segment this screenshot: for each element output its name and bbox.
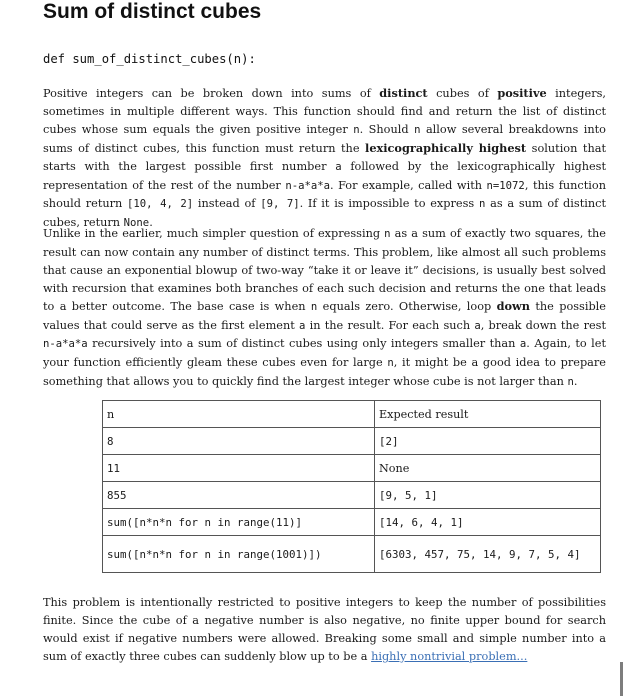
table-row <box>103 482 601 509</box>
cell-expected: None <box>375 455 601 482</box>
text-run: equals zero. Otherwise, loop <box>317 299 497 313</box>
cell-n: 8 <box>103 428 375 455</box>
text-run: integers, sometimes in multiple different ways. This function should find and return the list of distinct cubes whose sum equals the given positive integer <box>43 87 606 136</box>
code-text: [10, 4, 2] <box>127 198 194 211</box>
cell-expected: [2] <box>375 428 601 455</box>
code-text: None <box>123 217 150 230</box>
expected-results-table <box>102 400 601 573</box>
header-expected-result: Expected result <box>375 401 601 428</box>
text-run: , break down the rest <box>480 318 606 332</box>
paragraph-intro <box>43 85 606 233</box>
function-signature: def sum_of_distinct_cubes(n): <box>43 52 256 66</box>
code-text: a <box>335 160 342 173</box>
table-header-row <box>103 401 601 428</box>
code-text: [9, 7] <box>260 198 300 211</box>
code-text: n-a*a*a <box>43 338 88 351</box>
text-run: , this function should return <box>43 178 606 211</box>
code-text: n <box>384 228 391 240</box>
text-run: recursively into a sum of distinct cubes using only integers smaller than <box>87 337 520 351</box>
code-text: n <box>414 123 421 136</box>
page-title: Sum of distinct cubes <box>43 0 262 23</box>
text-run: instead of <box>193 197 261 211</box>
table-row <box>103 455 601 482</box>
scrollbar-thumb[interactable] <box>620 662 623 696</box>
code-text: n-a*a*a <box>285 179 330 192</box>
code-text: a <box>299 319 306 332</box>
code-text: a <box>474 319 481 332</box>
problem-link[interactable]: highly nontrivial problem... <box>371 649 528 663</box>
text-run: . If it is impossible to express <box>299 197 479 211</box>
text-run: cubes of <box>427 87 498 100</box>
cell-n: 855 <box>103 482 375 509</box>
text-run: . <box>149 216 153 230</box>
cell-expected: [6303, 457, 75, 14, 9, 7, 5, 4] <box>375 536 601 573</box>
text-run: . Should <box>359 122 415 136</box>
code-text: n <box>353 123 360 136</box>
bold-text: distinct <box>379 86 428 100</box>
text-run: the possible values that could serve as the first element <box>43 299 606 332</box>
code-text: n <box>567 376 574 389</box>
text-run: Unlike in the earlier, much simpler question of expressing <box>43 227 385 240</box>
table-row <box>103 509 601 536</box>
paragraph-closing <box>43 594 606 666</box>
table-row <box>103 428 601 455</box>
text-run: as a sum of distinct cubes, return <box>43 197 606 230</box>
cell-n: sum([n*n*n for n in range(1001)]) <box>103 536 375 573</box>
cell-n: sum([n*n*n for n in range(11)] <box>103 509 375 536</box>
text-run: Positive integers can be broken down into sums of <box>43 87 380 100</box>
text-run: . <box>573 375 578 389</box>
code-text: n=1072 <box>486 179 525 192</box>
text-run: as a sum of exactly two squares, the result can now contain any number of distinct terms. This problem, like almost all such problems that cause an exponential blowup of two-way “take it or leave it” decisions, is usually best solved with recursion that examines both branches of each such decision and returns the one that leads to a better outcome. The base case is when <box>43 227 606 313</box>
table-row <box>103 536 601 573</box>
cell-expected: [14, 6, 4, 1] <box>375 509 601 536</box>
text-run: allow several breakdowns into sums of distinct cubes, this function must return the <box>43 122 606 155</box>
text-run: . For example, called with <box>329 178 487 192</box>
code-text: n <box>387 357 394 370</box>
bold-text: lexicographically highest <box>365 140 527 155</box>
text-run: solution that starts with the largest possible first number <box>43 141 606 173</box>
bold-text: positive <box>497 86 547 100</box>
cell-n: 11 <box>103 455 375 482</box>
paragraph-recursion <box>43 225 606 392</box>
cell-expected: [9, 5, 1] <box>375 482 601 509</box>
text-run: , it might be a good idea to prepare something that allows you to quickly find the largest integer whose cube is not larger than <box>43 356 606 389</box>
code-text: n <box>310 300 318 313</box>
code-text: a <box>519 338 527 351</box>
text-run: . Again, to let your function efficiently gleam these cubes even for large <box>43 337 606 370</box>
text-run: in the result. For each such <box>305 318 475 332</box>
header-n: n <box>103 401 375 428</box>
bold-text: down <box>496 298 530 313</box>
text-run: This problem is intentionally restricted to positive integers to keep the number of possibilities finite. Since the cube of a negative number is also negative, no finite upper bound for search would exist if negative numbers were allowed. Breaking some small and simple number into a sum of exactly three cubes can suddenly blow up to be a <box>43 596 606 663</box>
code-text: n <box>478 198 486 211</box>
text-run: followed by the lexicographically highest representation of the rest of the number <box>43 159 607 192</box>
